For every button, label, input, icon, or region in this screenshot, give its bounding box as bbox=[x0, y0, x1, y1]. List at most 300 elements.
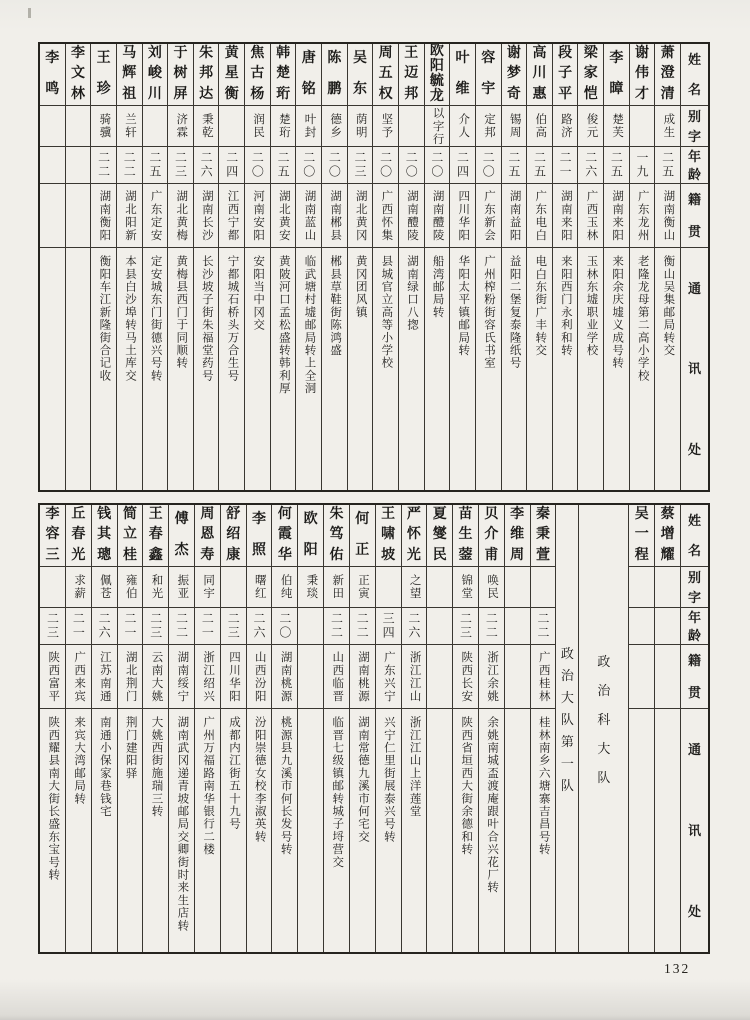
origin-cell-text: 广东龙州 bbox=[636, 189, 649, 242]
courtesy-cell bbox=[350, 567, 375, 608]
name-cell bbox=[118, 505, 143, 567]
person-name bbox=[195, 505, 220, 566]
age-cell-text: 二三 bbox=[173, 151, 188, 179]
origin-cell bbox=[219, 184, 244, 248]
roster-column bbox=[478, 505, 504, 952]
address-cell bbox=[655, 248, 680, 490]
roster-column bbox=[504, 505, 530, 952]
address-cell-text: 兴宁仁里街展泰兴号转 bbox=[382, 716, 395, 843]
age-cell-text: 二五 bbox=[506, 151, 521, 179]
person-name bbox=[221, 505, 246, 566]
char: 珍 bbox=[96, 81, 111, 97]
char: 政 bbox=[560, 646, 574, 661]
courtesy-cell bbox=[66, 106, 91, 147]
address-cell-text: 衡山吴集邮局转交 bbox=[662, 255, 675, 357]
char: 照 bbox=[252, 542, 267, 558]
unit-label bbox=[556, 505, 578, 792]
char: 吴 bbox=[352, 51, 367, 67]
origin-cell-text: 广东新会 bbox=[482, 189, 495, 242]
roster-column bbox=[401, 505, 427, 952]
char: 处 bbox=[687, 442, 701, 458]
origin-cell-text: 广西玉林 bbox=[585, 189, 598, 242]
char: 权 bbox=[378, 86, 393, 102]
person-name bbox=[629, 505, 654, 566]
char: 绍 bbox=[226, 527, 241, 543]
address-cell-text: 余姚南城盃渡庵跟叶合兴花厂转 bbox=[486, 716, 499, 894]
char: 姓 bbox=[687, 512, 701, 528]
roster-column bbox=[629, 44, 655, 490]
roster-column bbox=[347, 44, 373, 490]
origin-cell-text: 广西怀集 bbox=[380, 189, 393, 242]
courtesy-cell-text: 秉乾 bbox=[200, 113, 213, 139]
address-cell-text: 广州榨粉街容氏书室 bbox=[482, 255, 495, 370]
char: 李 bbox=[252, 512, 267, 528]
char: 邦 bbox=[404, 86, 419, 102]
person-name bbox=[247, 505, 272, 566]
origin-cell bbox=[604, 184, 629, 248]
roster-column bbox=[628, 505, 654, 952]
origin-cell bbox=[502, 184, 527, 248]
origin-cell bbox=[92, 645, 117, 709]
name-cell bbox=[399, 44, 424, 106]
scan-speck bbox=[28, 8, 31, 18]
char: 蓥 bbox=[458, 547, 473, 563]
address-cell-text: 临晋七级镇邮转城子埒营交 bbox=[331, 716, 344, 869]
char: 年 bbox=[687, 148, 701, 164]
char: 名 bbox=[687, 82, 701, 98]
person-name bbox=[92, 505, 117, 566]
origin-cell-text: 湖南绥宁 bbox=[176, 650, 189, 703]
char: 通 bbox=[687, 742, 701, 757]
courtesy-cell bbox=[194, 106, 219, 147]
roster-column bbox=[244, 44, 270, 490]
age-cell-text: 二五 bbox=[532, 151, 547, 179]
courtesy-cell bbox=[221, 567, 246, 608]
name-cell bbox=[245, 44, 270, 106]
name-cell bbox=[425, 44, 450, 106]
char: 李 bbox=[70, 46, 85, 62]
address-cell-text: 湖南武冈递青坡邮局交卿街时来生店转 bbox=[176, 716, 189, 932]
origin-cell bbox=[245, 184, 270, 248]
address-cell-text: 来阳西门永利和转 bbox=[559, 255, 572, 357]
courtesy-cell bbox=[450, 106, 475, 147]
courtesy-cell bbox=[604, 106, 629, 147]
origin-cell bbox=[479, 645, 504, 709]
roster-column bbox=[270, 44, 296, 490]
courtesy-cell bbox=[324, 567, 349, 608]
origin-cell-text: 湖北荆门 bbox=[124, 650, 137, 703]
header-contact-label bbox=[681, 709, 708, 952]
name-cell bbox=[348, 44, 373, 106]
char: 正 bbox=[355, 542, 370, 558]
courtesy-cell-text: 骑骥 bbox=[98, 113, 111, 139]
origin-cell bbox=[247, 645, 272, 709]
person-name bbox=[450, 44, 475, 105]
address-cell-text: 南通小保家巷钱宅 bbox=[98, 716, 111, 818]
address-cell bbox=[117, 248, 142, 490]
char: 王 bbox=[96, 51, 111, 67]
address-cell-text: 县城官立高等小学校 bbox=[380, 255, 393, 370]
char: 秉 bbox=[535, 527, 550, 543]
char: 朱 bbox=[199, 46, 214, 62]
origin-cell-text: 湖北阳新 bbox=[123, 189, 136, 242]
name-cell bbox=[40, 44, 65, 106]
name-cell bbox=[195, 505, 220, 567]
roster-column bbox=[40, 505, 65, 952]
person-name bbox=[350, 505, 375, 566]
courtesy-cell-text: 坚予 bbox=[380, 113, 393, 139]
char: 第 bbox=[560, 734, 574, 749]
address-cell-text: 宁都城石桥头万合生号 bbox=[226, 255, 239, 382]
courtesy-cell bbox=[195, 567, 220, 608]
courtesy-cell-text: 之望 bbox=[408, 574, 421, 600]
person-name bbox=[505, 505, 530, 566]
char: 生 bbox=[458, 527, 473, 543]
unit-label-column bbox=[578, 505, 628, 952]
person-name bbox=[296, 44, 321, 105]
origin-cell bbox=[66, 645, 91, 709]
char: 燮 bbox=[432, 527, 447, 543]
header-courtesy-cell bbox=[681, 567, 708, 608]
name-cell bbox=[450, 44, 475, 106]
origin-cell-text: 河南安阳 bbox=[252, 189, 265, 242]
char: 清 bbox=[660, 86, 675, 102]
origin-cell bbox=[272, 645, 297, 709]
roster-column bbox=[501, 44, 527, 490]
origin-cell bbox=[629, 645, 654, 709]
person-name bbox=[219, 44, 244, 105]
age-cell bbox=[221, 608, 246, 645]
origin-cell-text: 湖南益阳 bbox=[508, 189, 521, 242]
name-cell bbox=[272, 505, 297, 567]
age-cell-text: 二二 bbox=[122, 151, 137, 179]
origin-cell-text: 湖南来阳 bbox=[559, 189, 572, 242]
char: 鑫 bbox=[148, 547, 163, 563]
name-cell bbox=[655, 44, 680, 106]
char: 华 bbox=[277, 547, 292, 563]
courtesy-cell-text: 同宇 bbox=[202, 574, 215, 600]
address-cell bbox=[450, 248, 475, 490]
name-cell bbox=[168, 44, 193, 106]
address-cell-text: 安阳当中冈交 bbox=[252, 255, 265, 332]
address-cell bbox=[427, 709, 452, 952]
name-cell bbox=[402, 505, 427, 567]
address-cell bbox=[219, 248, 244, 490]
person-name bbox=[322, 44, 347, 105]
courtesy-cell bbox=[376, 567, 401, 608]
courtesy-cell bbox=[505, 567, 530, 608]
age-cell bbox=[425, 147, 450, 184]
roster-column bbox=[295, 44, 321, 490]
address-cell-text: 长沙坡子街朱福堂药号 bbox=[200, 255, 213, 382]
char: 龙 bbox=[429, 89, 444, 105]
address-cell-text: 来阳余庆墟义成号转 bbox=[611, 255, 624, 370]
origin-cell bbox=[425, 184, 450, 248]
courtesy-cell bbox=[219, 106, 244, 147]
origin-cell-text: 广东兴宁 bbox=[382, 650, 395, 703]
char: 杨 bbox=[250, 86, 265, 102]
char: 其 bbox=[97, 527, 112, 543]
courtesy-cell bbox=[298, 567, 323, 608]
courtesy-cell-text: 秉琰 bbox=[305, 574, 318, 600]
origin-cell-text: 四川华阳 bbox=[227, 650, 240, 703]
age-cell-text: 二六 bbox=[583, 151, 598, 179]
char: 林 bbox=[70, 86, 85, 102]
person-name bbox=[655, 44, 680, 105]
age-cell bbox=[604, 147, 629, 184]
person-name bbox=[66, 44, 91, 105]
person-name bbox=[40, 505, 65, 566]
char: 大 bbox=[560, 690, 574, 705]
person-name bbox=[655, 505, 680, 566]
char: 讯 bbox=[687, 361, 701, 377]
address-cell bbox=[629, 709, 654, 952]
origin-cell-text: 陕西富平 bbox=[47, 650, 60, 703]
char: 李 bbox=[609, 51, 624, 67]
origin-cell-text: 湖北黄梅 bbox=[175, 189, 188, 242]
age-cell bbox=[376, 608, 401, 645]
courtesy-cell-text: 定邦 bbox=[482, 113, 495, 139]
age-cell bbox=[117, 147, 142, 184]
name-cell bbox=[655, 505, 680, 567]
age-cell bbox=[655, 147, 680, 184]
char: 于 bbox=[173, 46, 188, 62]
age-cell-text: 二三 bbox=[226, 612, 241, 640]
person-name bbox=[118, 505, 143, 566]
roster-column bbox=[142, 505, 168, 952]
header-column bbox=[680, 505, 708, 952]
char: 文 bbox=[70, 66, 85, 82]
address-cell-text: 湖南绿口八揔 bbox=[406, 255, 419, 332]
char: 寿 bbox=[200, 547, 215, 563]
courtesy-cell bbox=[118, 567, 143, 608]
person-name bbox=[553, 44, 578, 105]
age-cell bbox=[479, 608, 504, 645]
age-cell bbox=[322, 147, 347, 184]
age-cell bbox=[245, 147, 270, 184]
courtesy-cell-text: 叶封 bbox=[303, 113, 316, 139]
age-cell-text: 二二 bbox=[535, 612, 550, 640]
address-cell bbox=[604, 248, 629, 490]
courtesy-cell bbox=[322, 106, 347, 147]
age-cell bbox=[505, 608, 530, 645]
name-cell bbox=[324, 505, 349, 567]
name-cell bbox=[221, 505, 246, 567]
person-name bbox=[425, 44, 450, 105]
char: 鹏 bbox=[327, 81, 342, 97]
char: 萱 bbox=[535, 547, 550, 563]
header-origin-label bbox=[681, 645, 708, 708]
origin-cell bbox=[578, 184, 603, 248]
origin-cell bbox=[66, 184, 91, 248]
roster-column bbox=[271, 505, 297, 952]
char: 梁 bbox=[583, 46, 598, 62]
char: 维 bbox=[455, 81, 470, 97]
courtesy-cell bbox=[453, 567, 478, 608]
courtesy-cell-text: 以字行 bbox=[431, 106, 444, 146]
address-cell bbox=[195, 709, 220, 952]
age-cell-text: 二〇 bbox=[301, 151, 316, 179]
name-cell bbox=[527, 44, 552, 106]
address-cell-text: 定安城东门街德兴号转 bbox=[149, 255, 162, 382]
address-cell bbox=[40, 248, 65, 490]
roster-column bbox=[117, 505, 143, 952]
address-cell bbox=[324, 709, 349, 952]
courtesy-cell-text: 成生 bbox=[662, 113, 675, 139]
address-cell bbox=[655, 709, 680, 952]
char: 阳 bbox=[303, 542, 318, 558]
name-cell bbox=[322, 44, 347, 106]
char: 通 bbox=[687, 280, 701, 296]
age-cell-text: 二〇 bbox=[429, 151, 444, 179]
origin-cell bbox=[553, 184, 578, 248]
name-cell bbox=[630, 44, 655, 106]
age-cell-text: 二六 bbox=[97, 612, 112, 640]
origin-cell bbox=[296, 184, 321, 248]
name-cell bbox=[247, 505, 272, 567]
courtesy-cell bbox=[272, 567, 297, 608]
char: 周 bbox=[510, 547, 525, 563]
address-cell bbox=[425, 248, 450, 490]
char: 容 bbox=[481, 51, 496, 67]
age-cell-text: 二〇 bbox=[327, 151, 342, 179]
age-cell bbox=[66, 608, 91, 645]
char: 惠 bbox=[532, 86, 547, 102]
char: 春 bbox=[148, 527, 163, 543]
address-cell bbox=[168, 248, 193, 490]
char: 佑 bbox=[329, 547, 344, 563]
age-cell bbox=[578, 147, 603, 184]
age-cell bbox=[40, 608, 65, 645]
address-cell bbox=[143, 709, 168, 952]
courtesy-cell bbox=[66, 567, 91, 608]
char: 平 bbox=[558, 86, 573, 102]
char: 队 bbox=[597, 770, 611, 785]
char: 欧 bbox=[429, 44, 444, 59]
person-name bbox=[502, 44, 527, 105]
char: 叶 bbox=[455, 51, 470, 67]
header-name-cell bbox=[681, 44, 708, 106]
age-cell-text: 二一 bbox=[71, 612, 86, 640]
char: 子 bbox=[558, 66, 573, 82]
origin-cell bbox=[298, 645, 323, 709]
address-cell bbox=[245, 248, 270, 490]
age-cell-text: 二一 bbox=[122, 612, 137, 640]
unit-label-cell bbox=[556, 505, 578, 952]
courtesy-cell-text: 润民 bbox=[252, 113, 265, 139]
char: 高 bbox=[532, 46, 547, 62]
char: 苗 bbox=[458, 507, 473, 523]
char: 籍 bbox=[687, 653, 701, 669]
age-cell-text: 二二 bbox=[484, 612, 499, 640]
origin-cell bbox=[117, 184, 142, 248]
age-cell bbox=[399, 147, 424, 184]
roster-column bbox=[449, 44, 475, 490]
char: 唐 bbox=[301, 51, 316, 67]
header-origin-label bbox=[681, 184, 708, 247]
char: 铭 bbox=[301, 81, 316, 97]
address-cell bbox=[298, 709, 323, 952]
origin-cell bbox=[322, 184, 347, 248]
origin-cell-text: 湖北黄安 bbox=[277, 189, 290, 242]
person-name bbox=[272, 505, 297, 566]
courtesy-cell bbox=[531, 567, 556, 608]
courtesy-cell bbox=[271, 106, 296, 147]
name-cell bbox=[476, 44, 501, 106]
roster-column bbox=[116, 44, 142, 490]
char: 东 bbox=[352, 81, 367, 97]
char: 楚 bbox=[276, 66, 291, 82]
address-cell bbox=[402, 709, 427, 952]
age-cell-text: 二五 bbox=[609, 151, 624, 179]
age-cell bbox=[348, 147, 373, 184]
age-cell-text: 二三 bbox=[352, 151, 367, 179]
header-contact-cell bbox=[681, 709, 708, 952]
char: 光 bbox=[71, 547, 86, 563]
char: 笃 bbox=[329, 527, 344, 543]
courtesy-cell-text: 德乡 bbox=[329, 113, 342, 139]
origin-cell-text: 陕西长安 bbox=[460, 650, 473, 703]
origin-cell-text: 湖北黄冈 bbox=[354, 189, 367, 242]
address-cell-text: 临武塘村墟邮局转上全洞 bbox=[303, 255, 316, 395]
address-cell-text: 老隆龙母第二高小学校 bbox=[636, 255, 649, 382]
origin-cell-text: 湖南桃源 bbox=[357, 650, 370, 703]
age-cell bbox=[272, 608, 297, 645]
person-name bbox=[66, 505, 91, 566]
char: 科 bbox=[597, 712, 611, 727]
origin-cell-text: 湖南桃源 bbox=[279, 650, 292, 703]
origin-cell bbox=[655, 184, 680, 248]
char: 焦 bbox=[250, 46, 265, 62]
name-cell bbox=[91, 44, 116, 106]
name-cell bbox=[553, 44, 578, 106]
char: 贝 bbox=[484, 507, 499, 523]
courtesy-cell-text: 伯高 bbox=[534, 113, 547, 139]
courtesy-cell bbox=[91, 106, 116, 147]
courtesy-cell-text: 雍伯 bbox=[124, 574, 137, 600]
age-cell bbox=[66, 147, 91, 184]
char: 刘 bbox=[147, 46, 162, 62]
roster-column bbox=[577, 44, 603, 490]
person-name bbox=[117, 44, 142, 105]
address-cell-text: 陕西耀县南大街长盛东宝号转 bbox=[47, 716, 60, 882]
origin-cell-text: 湖南衡山 bbox=[662, 189, 675, 242]
origin-cell bbox=[221, 645, 246, 709]
courtesy-cell-text: 楚珩 bbox=[277, 113, 290, 139]
address-cell-text: 桂林南乡六塘寨吉昌号转 bbox=[537, 716, 550, 856]
origin-cell bbox=[143, 184, 168, 248]
name-cell bbox=[505, 505, 530, 567]
roster-column bbox=[654, 44, 680, 490]
header-origin-cell bbox=[681, 184, 708, 248]
origin-cell-text: 湖南醴陵 bbox=[431, 189, 444, 242]
courtesy-cell bbox=[502, 106, 527, 147]
age-cell bbox=[553, 147, 578, 184]
age-cell-text: 一九 bbox=[635, 151, 650, 179]
person-name bbox=[453, 505, 478, 566]
char: 宇 bbox=[481, 81, 496, 97]
name-cell bbox=[502, 44, 527, 106]
char: 三 bbox=[45, 547, 60, 563]
address-cell bbox=[505, 709, 530, 952]
char: 周 bbox=[378, 46, 393, 62]
char: 陈 bbox=[327, 51, 342, 67]
age-cell bbox=[168, 147, 193, 184]
char: 一 bbox=[560, 756, 574, 771]
person-name bbox=[169, 505, 194, 566]
char: 毓 bbox=[429, 74, 444, 90]
person-name bbox=[245, 44, 270, 105]
